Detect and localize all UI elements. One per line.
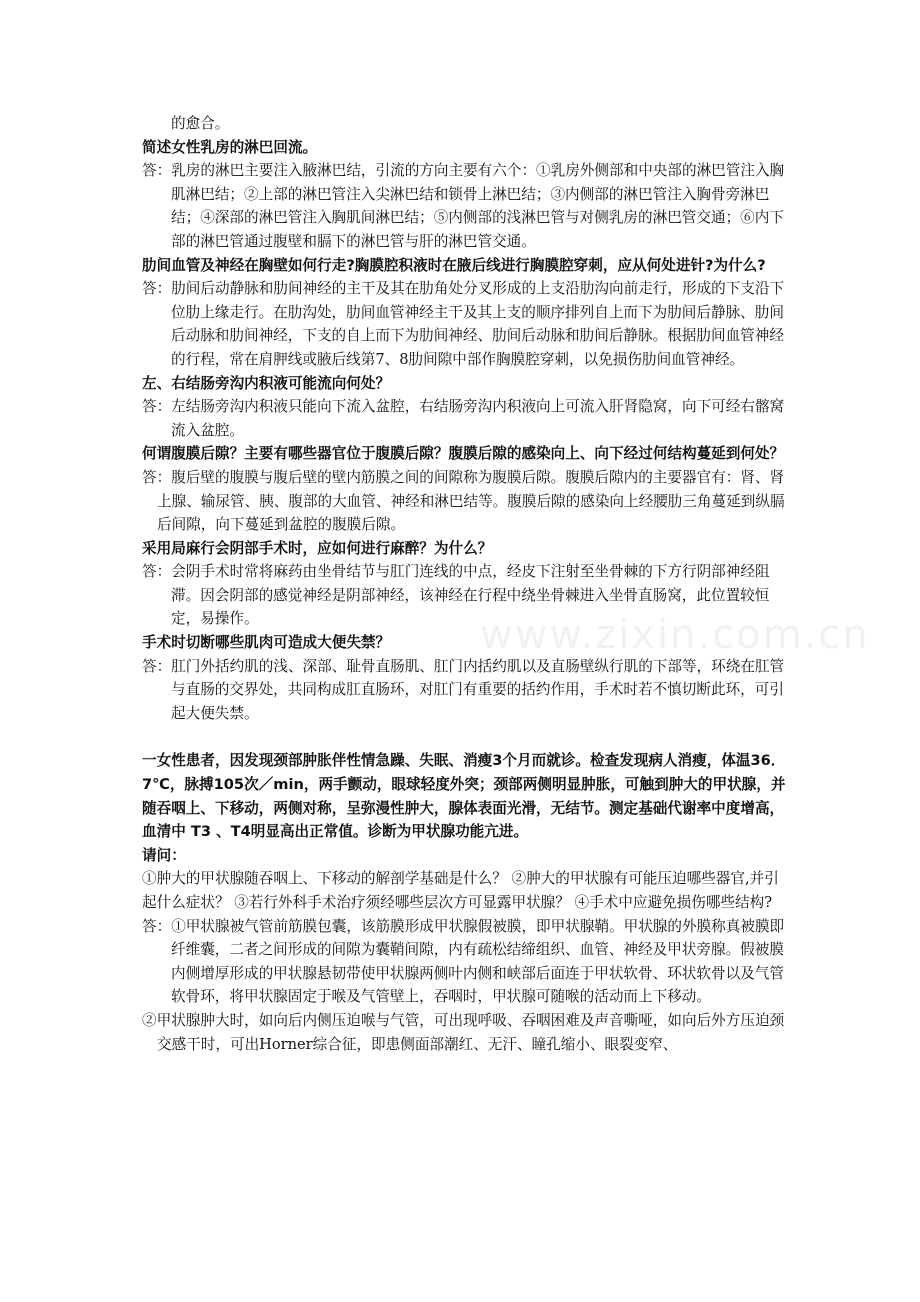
answer-paragraph: 答：左结肠旁沟内积液只能向下流入盆腔，右结肠旁沟内积液向上可流入肝肾隐窝，向下可经右髂窝流入盆腔。 (142, 398, 785, 439)
case-description: 一女性患者，因发现颈部肿胀伴性情急躁、失眠、消瘦3个月而就诊。检查发现病人消瘦，体温36．7℃，脉搏105次／min，两手颤动，眼球轻度外突；颈部两侧明显肿胀，可触到肿大的甲状腺，并随吞咽上、下移动，两侧对称，呈弥漫性肿大，腺体表面光滑，无结节。测定基础代谢率中度增高， 血清中 T3 、T4明显高出正常值。诊断为甲状腺功能亢进。 (142, 752, 786, 841)
question-heading: 简述女性乳房的淋巴回流。 (142, 138, 318, 156)
answer-paragraph: ②甲状腺肿大时，如向后内侧压迫喉与气管，可出现呼吸、吞咽困难及声音嘶哑，如向后外方压迫颈交感干时，可出Horner综合征，即患侧面部潮红、无汗、瞳孔缩小、眼裂变窄、 (142, 1011, 785, 1053)
answer-paragraph: 答：腹后壁的腹膜与腹后壁的壁内筋膜之间的间隙称为腹膜后隙。腹膜后隙内的主要器官有：肾、肾上腺、输尿管、胰、腹部的大血管、神经和淋巴结等。腹膜后隙的感染向上经腰肋三角蔓延到纵膈后间隙，向下蔓延到盆腔的腹膜后隙。 (142, 468, 785, 534)
answer-paragraph: 答：会阴手术时常将麻药由坐骨结节与肛门连线的中点，经皮下注射至坐骨棘的下方行阴部神经阻滞。因会阴部的感觉神经是阴部神经，该神经在行程中绕坐骨棘进入坐骨直肠窝，此位置较恒定，易操作。 (142, 563, 770, 628)
question-heading: 采用局麻行会阴部手术时，应如何进行麻醉？为什么？ (142, 539, 493, 557)
case-ask: 请问： (142, 846, 186, 864)
watermark: www.zixin.com.cn (480, 612, 870, 658)
case-questions: ①肿大的甲状腺随吞咽上、下移动的解剖学基础是什么？ ②肿大的甲状腺有可能压迫哪些器官,并引起什么症状？ ③若行外科手术治疗须经哪些层次方可显露甲状腺？ ④手术中应避免损伤哪些结构? (142, 870, 779, 911)
answer-paragraph: 答：①甲状腺被气管前筋膜包囊，该筋膜形成甲状腺假被膜，即甲状腺鞘。甲状腺的外膜称真被膜即纤维囊，二者之间形成的间隙为囊鞘间隙，内有疏松结缔组织、血管、神经及甲状旁腺。假被膜内侧增厚形成的甲状腺悬韧带使甲状腺两侧叶内侧和峡部后面连于甲状软骨、环状软骨以及气管软骨环，将甲状腺固定于喉及气管壁上，吞咽时，甲状腺可随喉的活动而上下移动。 (142, 917, 785, 1006)
question-heading: 左、右结肠旁沟内积液可能流向何处？ (142, 374, 391, 392)
spacer (142, 725, 787, 749)
continued-text: 的愈合。 (171, 115, 230, 132)
answer-paragraph: 答：肋间后动静脉和肋间神经的主干及其在肋角处分叉形成的上支沿肋沟向前走行，形成的下支沿下位肋上缘走行。在肋沟处，肋间血管神经主干及其上支的顺序排列自上而下为肋间后静脉、肋间后动脉和肋间神经，下支的自上而下为肋间神经、肋间后动脉和肋间后静脉。根据肋间血管神经的行程，常在肩胛线或腋后线第7、8肋间隙中部作胸膜腔穿刺，以免损伤肋间血管神经。 (142, 280, 785, 368)
question-heading: 肋间血管及神经在胸壁如何行走?胸膜腔积液时在腋后线进行胸膜腔穿刺，应从何处进针?为什么? (142, 256, 766, 274)
question-heading: 手术时切断哪些肌肉可造成大便失禁？ (142, 634, 391, 652)
answer-paragraph: 答：肛门外括约肌的浅、深部、耻骨直肠肌、肛门内括约肌以及直肠壁纵行肌的下部等，环绕在肛管与直肠的交界处，共同构成肛直肠环，对肛门有重要的括约作用，手术时若不慎切断此环，可引起大便失禁。 (142, 657, 785, 722)
question-heading: 何谓腹膜后隙？主要有哪些器官位于腹膜后隙？腹膜后隙的感染向上、向下经过何结构蔓延到何处？ (142, 445, 785, 463)
answer-paragraph: 答：乳房的淋巴主要注入腋淋巴结，引流的方向主要有六个：①乳房外侧部和中央部的淋巴管注入胸肌淋巴结；②上部的淋巴管注入尖淋巴结和锁骨上淋巴结；③内侧部的淋巴管注入胸骨旁淋巴结；④深部的淋巴管注入胸肌间淋巴结；⑤内侧部的浅淋巴管与对侧乳房的淋巴管交通；⑥内下部的淋巴管通过腹壁和膈下的淋巴管与肝的淋巴管交通。 (142, 162, 785, 250)
document-body (142, 112, 787, 1056)
